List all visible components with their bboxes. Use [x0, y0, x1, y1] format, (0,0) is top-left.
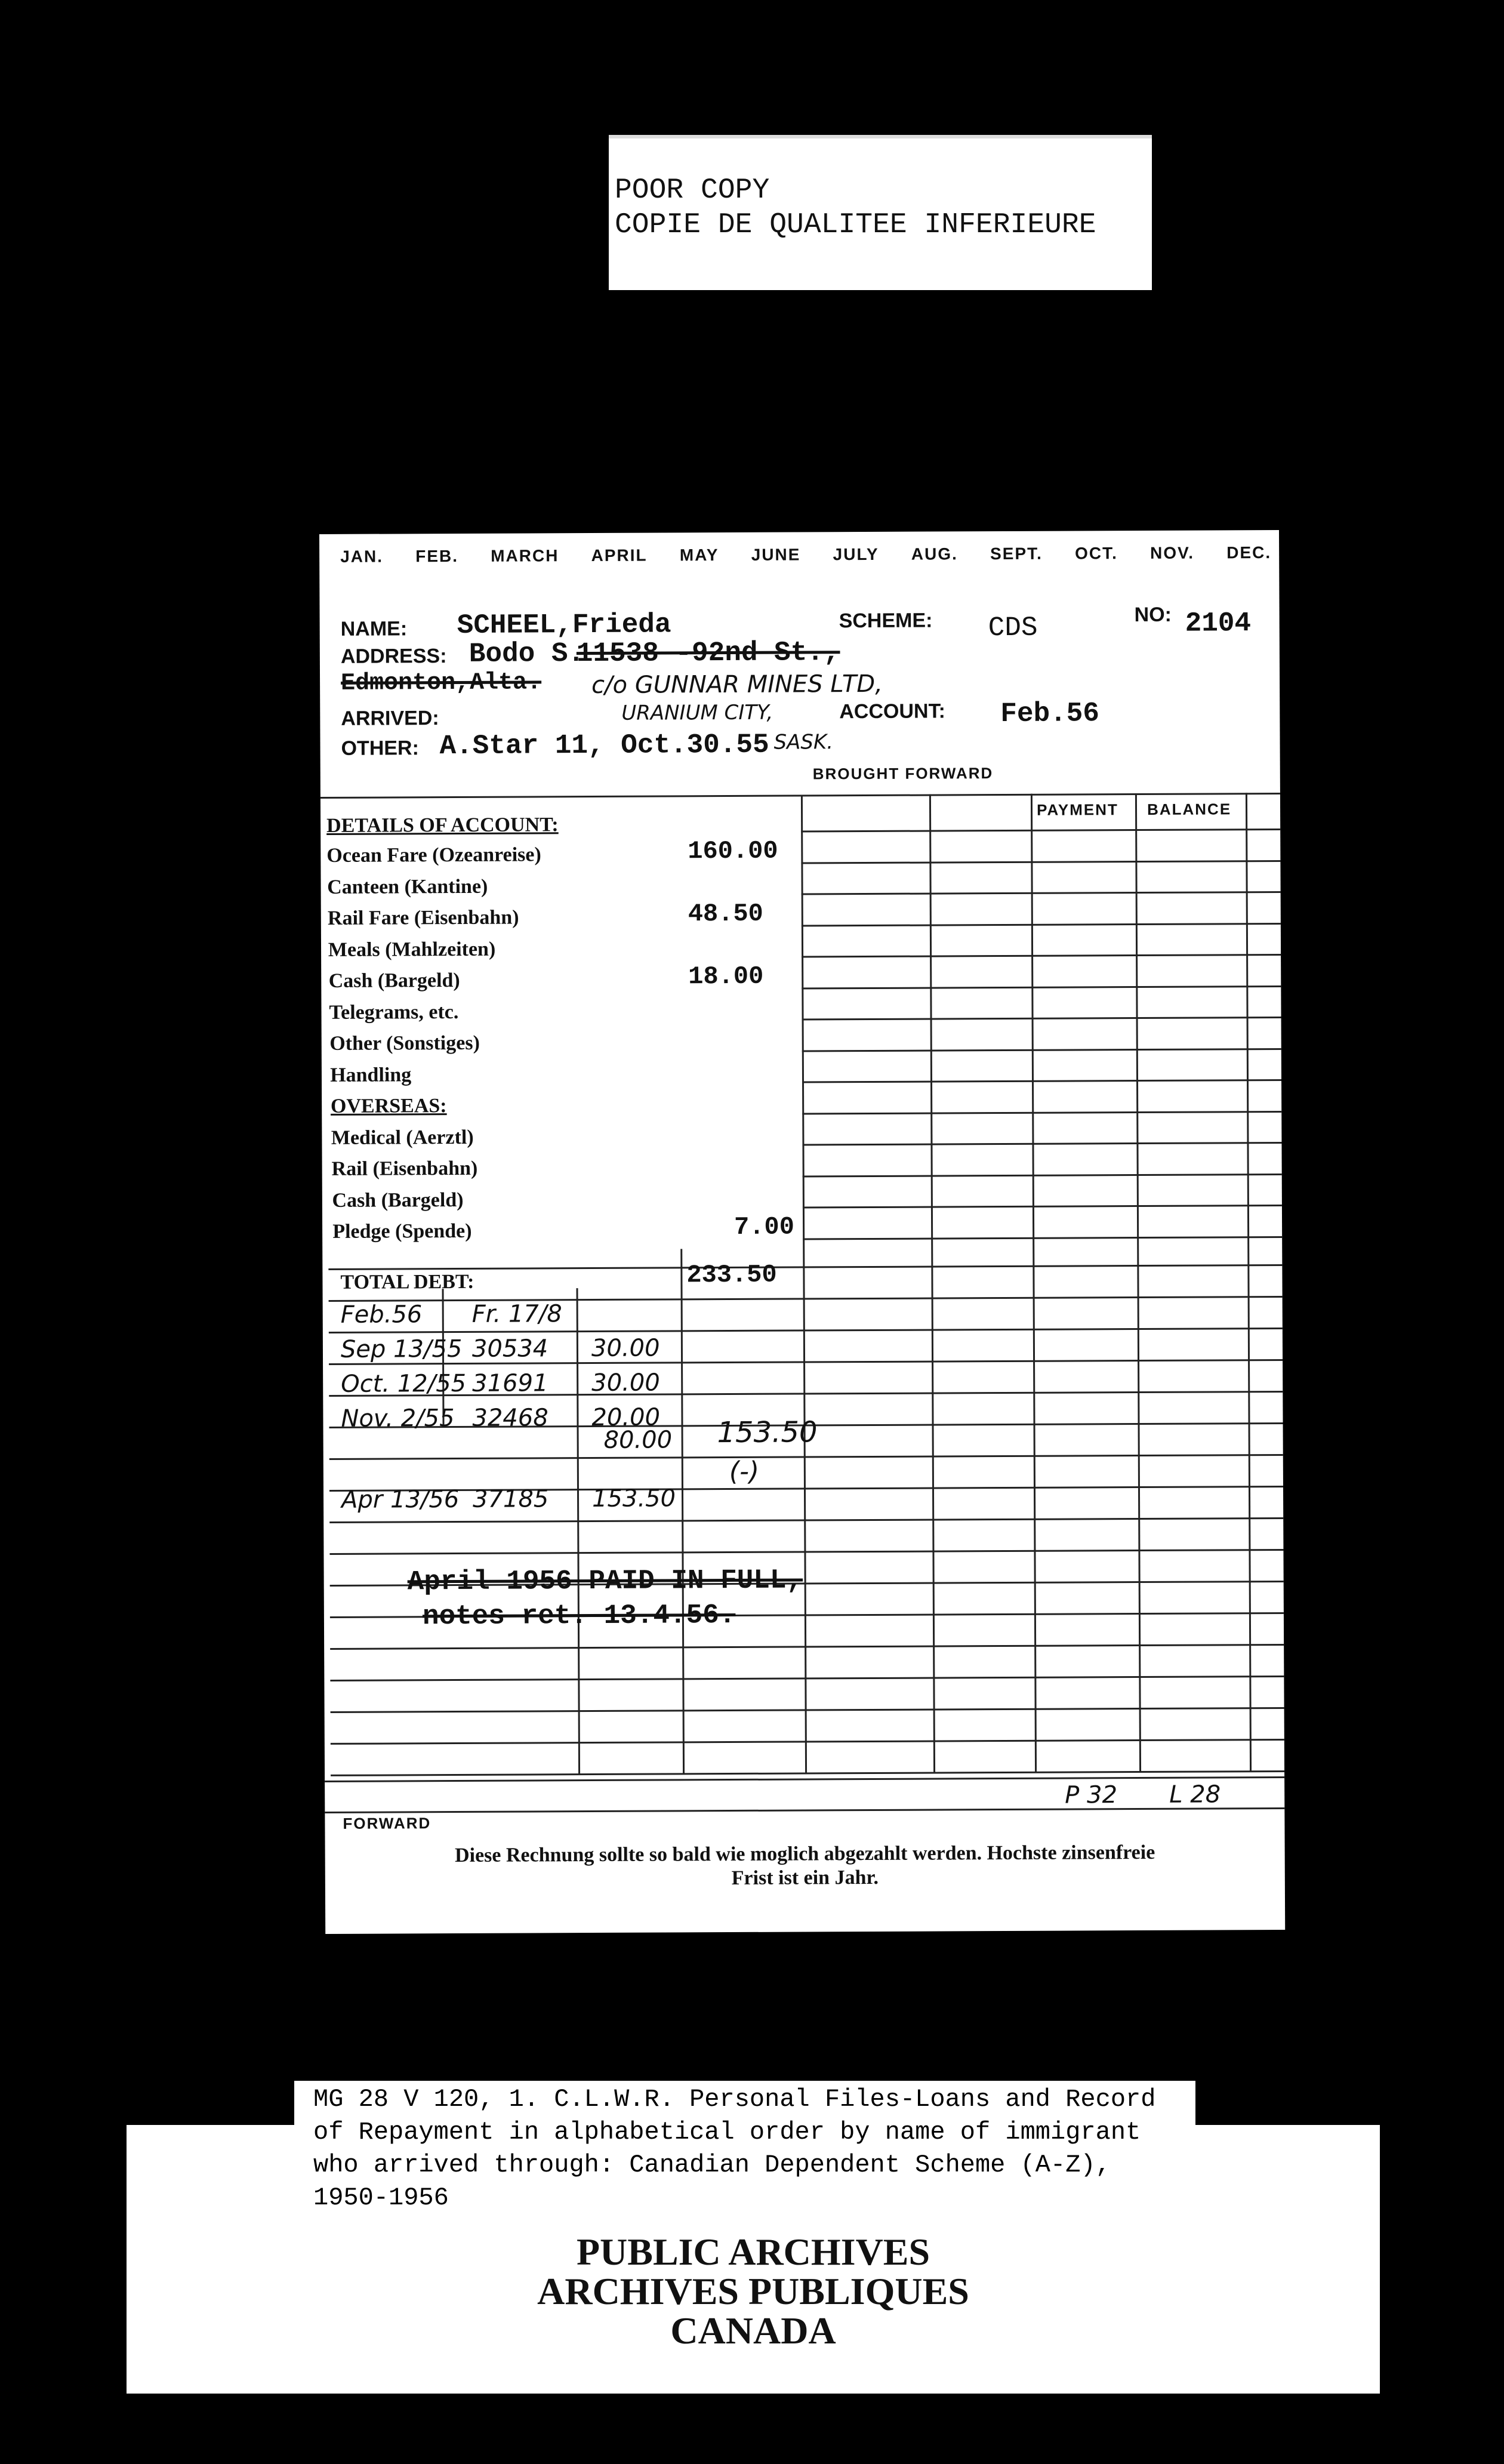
address-handwritten-1: c/o GUNNAR MINES LTD, [591, 670, 883, 700]
archives-line-1: PUBLIC ARCHIVES [576, 2231, 930, 2273]
account-value: Feb.56 [1000, 698, 1100, 730]
brought-forward-label: BROUGHT FORWARD [812, 764, 994, 783]
grid-line [802, 922, 1281, 926]
detail-amount: 18.00 [688, 962, 764, 991]
grid-line [329, 1549, 1283, 1555]
grid-line [1135, 793, 1141, 1772]
footer-line-1: Diese Rechnung sollte so bald wie moglich abgezahlt werden. Hochste zinsenfreie [454, 1841, 1155, 1867]
detail-label: Canteen (Kantine) [327, 875, 488, 898]
payment-date: Sep 13/55 [340, 1335, 463, 1363]
detail-label: Pledge (Spende) [332, 1219, 472, 1243]
payment-ref: 30534 [471, 1335, 548, 1363]
scheme-label: SCHEME: [839, 609, 933, 633]
caption-line-1: MG 28 V 120, 1. C.L.W.R. Personal Files-Loans and Record [313, 2085, 1156, 2114]
month-1: FEB. [415, 546, 459, 566]
month-0: JAN. [340, 547, 384, 566]
grid-line [803, 1205, 1282, 1209]
archive-caption [313, 2083, 1209, 2214]
month-7: AUG. [911, 544, 958, 563]
page-ref-p: P 32 [1065, 1781, 1118, 1809]
forward-label: FORWARD [343, 1814, 432, 1832]
balance-header: BALANCE [1147, 800, 1232, 818]
grid-line [802, 985, 1281, 989]
grid-line [325, 1807, 1284, 1813]
caption-line-4: 1950-1956 [313, 2183, 449, 2212]
grid-line [330, 1675, 1284, 1681]
detail-label: Handling [330, 1063, 412, 1086]
payment-ref: Fr. 17/8 [471, 1300, 562, 1328]
stamp-line-1: POOR COPY [615, 174, 770, 207]
no-value: 2104 [1185, 608, 1252, 639]
grid-line [329, 1454, 1283, 1460]
account-label: ACCOUNT: [839, 700, 945, 723]
total-debt-value: 233.50 [686, 1260, 777, 1290]
grid-line [1246, 793, 1252, 1772]
address-handwritten-3: SASK. [773, 730, 834, 754]
address-value: Bodo S. [469, 638, 585, 670]
grid-line [802, 954, 1281, 958]
caption-line-2: of Repayment in alphabetical order by name of immigrant [313, 2118, 1141, 2146]
grid-line [329, 1517, 1283, 1523]
payment-amount: 30.00 [591, 1334, 660, 1363]
page-ref-l: L 28 [1169, 1781, 1221, 1809]
archives-stamp [127, 2232, 1380, 2351]
balance-note: 153.50 [717, 1415, 818, 1450]
detail-label: Ocean Fare (Ozeanreise) [326, 843, 541, 867]
grid-line [577, 1288, 581, 1775]
archives-line-3: CANADA [670, 2309, 836, 2352]
other-label: OTHER: [341, 737, 419, 760]
no-label: NO: [1134, 603, 1172, 627]
balance-note-2: (-) [729, 1456, 760, 1487]
other-value: A.Star 11, Oct.30.55 [439, 729, 769, 762]
grid-line [802, 1079, 1281, 1083]
address-struck: 11538 -92nd St., [576, 637, 840, 670]
month-11: DEC. [1226, 543, 1272, 562]
address-label: ADDRESS: [340, 645, 447, 668]
grid-line [802, 1142, 1281, 1146]
payment-ref: 32468 [472, 1404, 548, 1432]
ledger-grid [319, 530, 1279, 534]
grid-line [801, 860, 1280, 864]
detail-amount: 48.50 [688, 899, 763, 929]
month-6: JULY [833, 544, 879, 564]
month-10: NOV. [1150, 543, 1195, 562]
grid-line [329, 1328, 1283, 1333]
payment-date: Apr 13/56 [341, 1485, 460, 1514]
payment-ref: 37185 [472, 1485, 549, 1513]
grid-line [802, 891, 1281, 895]
total-debt-label: TOTAL DEBT: [340, 1270, 474, 1293]
detail-label: Cash (Bargeld) [332, 1188, 464, 1212]
payment-amount: 20.00 [591, 1403, 661, 1432]
footer-line-2: Frist ist ein Jahr. [731, 1866, 879, 1890]
month-4: MAY [679, 546, 719, 565]
grid-line [331, 1739, 1284, 1745]
details-title: DETAILS OF ACCOUNT: [326, 814, 559, 837]
payment-header: PAYMENT [1036, 800, 1118, 819]
grid-line [929, 794, 935, 1773]
ledger-card [319, 530, 1285, 1934]
grid-line [803, 1236, 1282, 1240]
grid-line [803, 1173, 1282, 1177]
grid-line [802, 1048, 1281, 1052]
detail-label: Telegrams, etc. [329, 1000, 459, 1024]
scheme-value: CDS [988, 612, 1038, 644]
detail-amount: 160.00 [688, 836, 778, 866]
month-9: OCT. [1075, 544, 1118, 563]
grid-line [325, 1776, 1284, 1782]
payment-date: Oct. 12/55 [341, 1369, 467, 1398]
month-5: JUNE [751, 545, 801, 564]
name-value: SCHEEL,Frieda [457, 609, 671, 641]
footer-note [325, 1840, 1285, 1892]
grid-line [1031, 794, 1037, 1773]
grid-line [328, 1264, 1282, 1270]
detail-label: Rail (Eisenbahn) [331, 1157, 478, 1180]
grid-line [330, 1644, 1284, 1650]
payment-amount: 153.50 [591, 1484, 676, 1513]
grid-line [680, 1249, 685, 1774]
address-handwritten-2: URANIUM CITY, [621, 700, 773, 725]
payment-amount: 80.00 [603, 1426, 673, 1454]
grid-line [802, 1110, 1281, 1114]
stamp-line-2: COPIE DE QUALITEE INFERIEURE [615, 209, 1096, 241]
month-8: SEPT. [990, 544, 1043, 563]
poor-copy-stamp [609, 135, 1152, 290]
month-3: APRIL [591, 546, 648, 565]
month-strip [340, 543, 1271, 566]
detail-label: OVERSEAS: [330, 1095, 447, 1117]
grid-line [801, 828, 1280, 833]
detail-label: Rail Fare (Eisenbahn) [327, 906, 519, 929]
grid-line [331, 1770, 1284, 1776]
grid-line [331, 1707, 1284, 1713]
detail-label: Cash (Bargeld) [328, 969, 460, 992]
month-2: MARCH [491, 546, 559, 565]
address2-struck: Edmonton,Alta. [340, 669, 542, 697]
payment-amount: 30.00 [591, 1369, 660, 1397]
archives-line-2: ARCHIVES PUBLIQUES [537, 2270, 969, 2312]
payment-ref: 31691 [472, 1369, 548, 1397]
name-label: NAME: [340, 617, 408, 640]
detail-label: Meals (Mahlzeiten) [328, 938, 496, 961]
detail-label: Medical (Aerztl) [331, 1126, 474, 1149]
grid-line [801, 794, 807, 1773]
payment-date: Nov. 2/55 [341, 1405, 455, 1433]
grid-line [802, 1017, 1281, 1021]
detail-label: Other (Sonstiges) [329, 1031, 480, 1055]
detail-amount: 7.00 [733, 1212, 795, 1242]
paid-in-full-note: April 1956 PAID IN FULL, [407, 1564, 803, 1598]
arrived-label: ARRIVED: [341, 707, 439, 730]
notes-returned-note: notes ret. 13.4.56. [422, 1599, 736, 1633]
payment-date: Feb.56 [340, 1301, 423, 1329]
caption-line-3: who arrived through: Canadian Dependent Scheme (A-Z), [313, 2151, 1111, 2179]
